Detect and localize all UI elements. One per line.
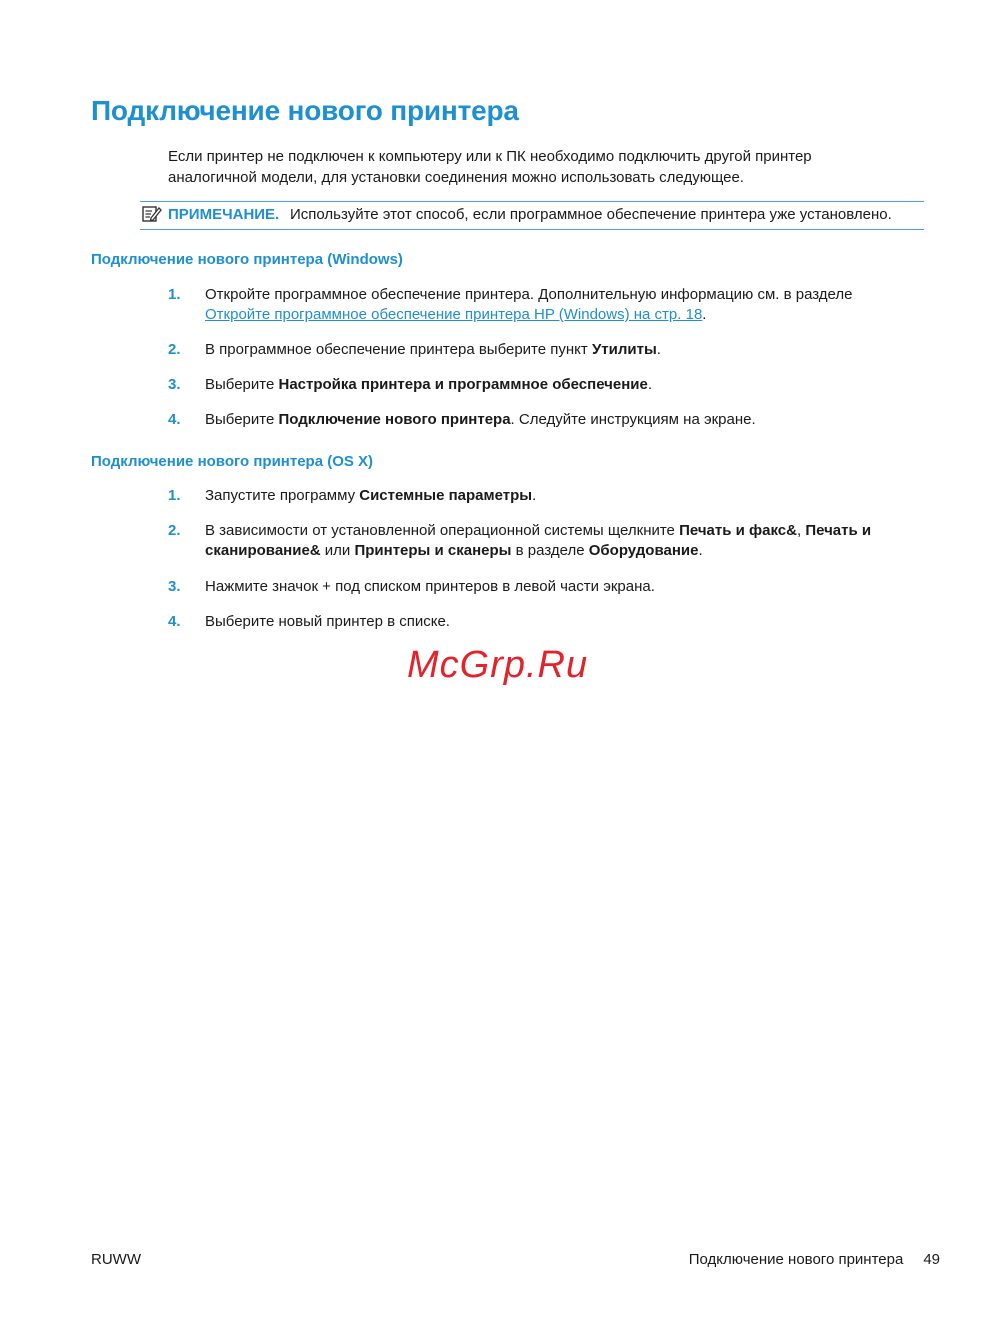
page-title: Подключение нового принтера: [91, 95, 519, 126]
step-text: В зависимости от установленной операционной системы щелкните: [205, 522, 680, 539]
footer: [689, 1251, 940, 1268]
note-pencil-icon: [142, 205, 162, 223]
open-printer-software-link[interactable]: Откройте программное обеспечение принтера HP (Windows) на стр. 18: [205, 306, 703, 323]
step-tail: . Следуйте инструкциям на экране.: [510, 411, 756, 428]
step-separator: или: [320, 542, 355, 559]
note-label: ПРИМЕЧАНИЕ.: [168, 206, 280, 223]
step-tail: .: [647, 376, 653, 393]
note-text: Используйте этот способ, если программное обеспечение принтера уже установлено.: [290, 206, 892, 223]
step-text: В программное обеспечение принтера выберите пункт: [205, 341, 592, 358]
step-number: 4.: [168, 411, 181, 428]
step-bold-text: Утилиты: [591, 341, 657, 358]
windows-section-heading: Подключение нового принтера (Windows): [91, 251, 403, 268]
step-number: 2.: [168, 341, 181, 358]
step-number: 1.: [168, 286, 181, 303]
note-box: [140, 201, 924, 230]
step-tail: .: [702, 306, 707, 323]
step-tail: .: [698, 542, 703, 559]
step-bold-text: Принтеры и сканеры: [354, 542, 512, 559]
footer-section-title: Подключение нового принтера: [688, 1251, 904, 1268]
footer-locale: RUWW: [91, 1251, 141, 1268]
intro-paragraph: [168, 146, 928, 188]
watermark: McGrp.Ru: [407, 644, 589, 686]
step-text: Выберите: [205, 376, 279, 393]
step-number: 3.: [168, 376, 181, 393]
step-number: 2.: [168, 522, 181, 539]
step-number: 3.: [168, 578, 181, 595]
step-bold-text: Подключение нового принтера: [278, 411, 511, 428]
step-bold-text: Настройка принтера и программное обеспечение: [278, 376, 648, 393]
step-text: Откройте программное обеспечение принтера. Дополнительную информацию см. в разделе: [205, 286, 853, 303]
step-tail: .: [656, 341, 661, 358]
intro-line-1: Если принтер не подключен к компьютеру или к ПК необходимо подключить другой принтер: [168, 148, 812, 165]
step-bold-text: Системные параметры: [359, 487, 533, 504]
step-bold-text: Печать и сканирование&: [205, 522, 872, 559]
step-separator: в разделе: [511, 542, 589, 559]
intro-line-2: аналогичной модели, для установки соединения можно использовать следующее.: [168, 169, 744, 186]
step-bold-text: Оборудование: [588, 542, 699, 559]
step-number: 1.: [168, 487, 181, 504]
page-number: 49: [923, 1251, 940, 1268]
step-number: 4.: [168, 613, 181, 630]
step-bold-text: Печать и факс&: [679, 522, 797, 539]
step-text: Выберите: [205, 411, 279, 428]
step-text: Нажмите значок + под списком принтеров в левой части экрана.: [205, 578, 655, 595]
step-separator: ,: [796, 522, 806, 539]
step-text: Запустите программу: [205, 487, 360, 504]
step-tail: .: [532, 487, 537, 504]
step-text: Выберите новый принтер в списке.: [205, 613, 450, 630]
osx-section-heading: Подключение нового принтера (OS X): [91, 453, 374, 470]
